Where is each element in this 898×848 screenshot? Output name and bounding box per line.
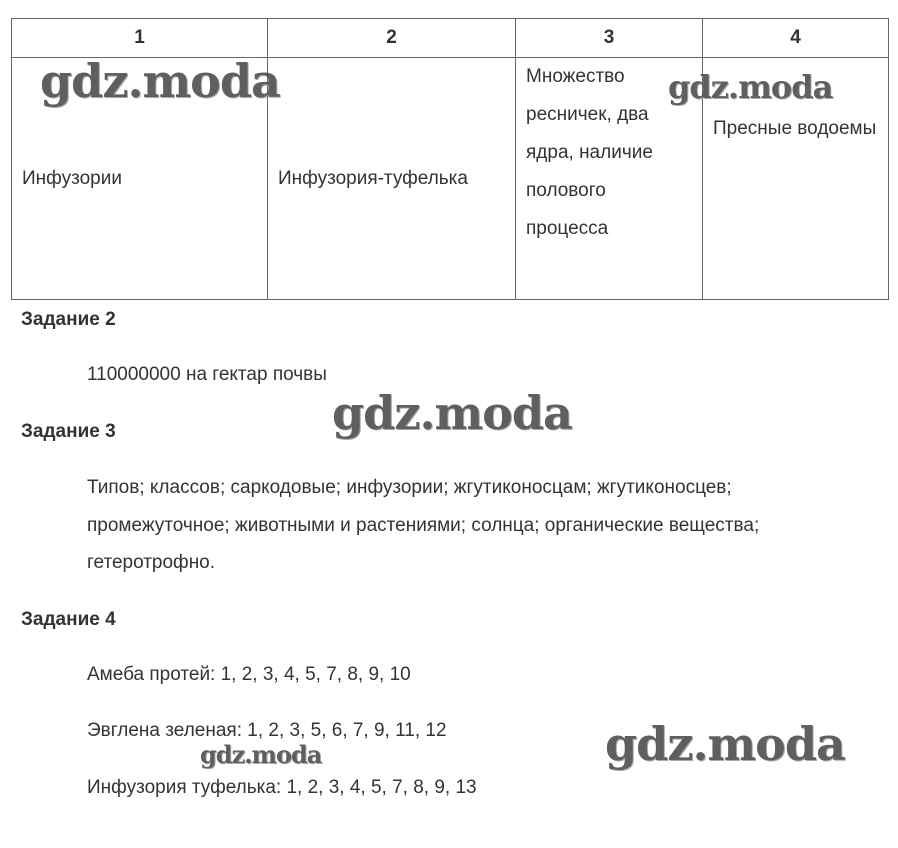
task-3-line: гетеротрофно. (87, 552, 216, 573)
task-3-title: Задание 3 (21, 421, 116, 442)
task-2-title: Задание 2 (21, 309, 116, 330)
table-header-cell: 2 (268, 19, 516, 58)
table-cell: Инфузории (12, 58, 268, 300)
task-4-line: Инфузория туфелька: 1, 2, 3, 4, 5, 7, 8, 9, 13 (87, 777, 477, 798)
watermark: gdz.moda (668, 68, 833, 106)
watermark: gdz.moda (40, 54, 280, 108)
watermark: gdz.moda (332, 386, 572, 440)
task-4-line: Амеба протей: 1, 2, 3, 4, 5, 7, 8, 9, 10 (87, 664, 411, 685)
task-3-line: промежуточное; животными и растениями; солнца; органические вещества; (87, 515, 760, 536)
table-header-cell: 4 (703, 19, 889, 58)
table-header-cell: 1 (12, 19, 268, 58)
table-header-row (12, 19, 889, 58)
table-header-cell: 3 (516, 19, 703, 58)
task-4-title: Задание 4 (21, 609, 116, 630)
task-4-line: Эвглена зеленая: 1, 2, 3, 5, 6, 7, 9, 11, 12 (87, 720, 447, 741)
table-cell: Пресные водоемы (703, 58, 889, 300)
task-3-line: Типов; классов; саркодовые; инфузории; жгутиконосцам; жгутиконосцев; (87, 477, 732, 498)
watermark: gdz.moda (605, 717, 845, 771)
watermark: gdz.moda (200, 740, 322, 769)
table-cell: Множество ресничек, два ядра, наличие полового процесса (516, 58, 703, 300)
table-cell: Инфузория-туфелька (268, 58, 516, 300)
task-2-answer: 110000000 на гектар почвы (87, 364, 327, 385)
